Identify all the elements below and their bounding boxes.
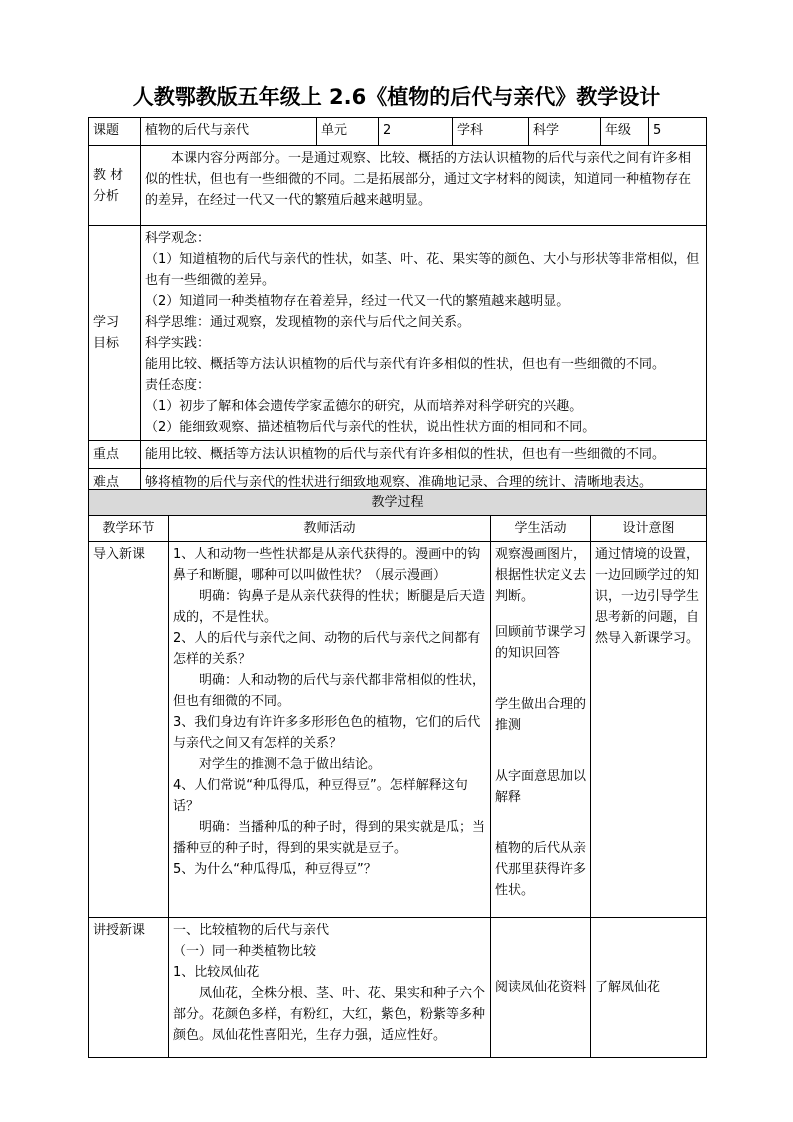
col-student-header: 学生活动 — [491, 516, 591, 542]
info-row-goals — [89, 226, 707, 441]
teacher-line: （一）同一种类植物比较 — [173, 944, 317, 959]
goals-line: （2）能细致观察、描述植物后代与亲代的性状，说出性状方面的相同和不同。 — [145, 420, 596, 435]
col-intent-header: 设计意图 — [591, 516, 707, 542]
goals-line: （2）知道同一种类植物存在着差异，经过一代又一代的繁殖越来越明显。 — [145, 294, 570, 309]
info-row-analysis — [89, 146, 707, 226]
info-table — [88, 117, 707, 497]
key-label: 重点 — [89, 441, 141, 469]
teacher-line: 对学生的推测不急于做出结论。 — [199, 757, 382, 772]
goals-text — [141, 226, 707, 441]
analysis-text: 本课内容分两部分。一是通过观察、比较、概括的方法认识植物的后代与亲代之间有许多相似的性状，但也有一些细微的不同。二是拓展部分，通过文字材料的阅读，知道同一种植物存在的差异，在经过一代又一代的繁殖后越来越明显。 — [141, 146, 707, 226]
col-teacher-header: 教师活动 — [169, 516, 491, 542]
teacher-line: 一、比较植物的后代与亲代 — [173, 923, 330, 938]
topic-value: 植物的后代与亲代 — [141, 118, 317, 146]
student-line: 从字面意思加以解释 — [495, 769, 587, 805]
teacher-line: 4、人们常说“种瓜得瓜，种豆得豆”。怎样解释这句话？ — [173, 778, 468, 814]
intro-stage: 导入新课 — [89, 542, 169, 918]
intro-row — [89, 542, 707, 918]
intro-design-intent: 通过情境的设置，一边回顾学过的知识，一边引导学生思考新的问题，自然导入新课学习。 — [591, 542, 707, 918]
unit-label: 单元 — [317, 118, 379, 146]
subject-value: 科学 — [529, 118, 601, 146]
key-text: 能用比较、概括等方法认识植物的后代与亲代有许多相似的性状，但也有一些细微的不同。 — [141, 441, 707, 469]
process-columns-row — [89, 516, 707, 542]
unit-value: 2 — [379, 118, 453, 146]
col-stage-header: 教学环节 — [89, 516, 169, 542]
student-line: 学生做出合理的推测 — [495, 697, 587, 733]
lecture-design-intent: 了解凤仙花 — [591, 918, 707, 1058]
goals-line: 科学观念： — [145, 231, 211, 246]
grade-label: 年级 — [601, 118, 649, 146]
page-title: 人教鄂教版五年级上 2.6《植物的后代与亲代》教学设计 — [132, 85, 661, 109]
analysis-label: 教 材 分析 — [89, 146, 141, 226]
teacher-line: 凤仙花，全株分根、茎、叶、花、果实和种子六个部分。花颜色多样，有粉红，大红，紫色，粉紫等多种颜色。凤仙花性喜阳光，生存力强，适应性好。 — [173, 986, 486, 1043]
teacher-line: 5、为什么“种瓜得瓜，种豆得豆”？ — [173, 862, 377, 877]
student-line: 植物的后代从亲代那里获得许多性状。 — [495, 841, 587, 898]
lecture-teacher-activity — [169, 918, 491, 1058]
goals-line: 责任态度： — [145, 378, 211, 393]
lecture-student-activity: 阅读凤仙花资料 — [491, 918, 591, 1058]
difficulty-text: 够将植物的后代与亲代的性状进行细致地观察、准确地记录、合理的统计、清晰地表达。 — [141, 469, 707, 497]
grade-value: 5 — [649, 118, 707, 146]
lecture-row — [89, 918, 707, 1058]
teacher-line: 3、我们身边有许许多多形形色色的植物，它们的后代与亲代之间又有怎样的关系？ — [173, 715, 481, 751]
process-header-row — [89, 490, 707, 516]
intro-teacher-activity — [169, 542, 491, 918]
goals-line: （1）初步了解和体会遗传学家孟德尔的研究，从而培养对科学研究的兴趣。 — [145, 399, 583, 414]
topic-label: 课题 — [89, 118, 141, 146]
intro-student-activity — [491, 542, 591, 918]
teacher-line: 明确：人和动物的后代与亲代都非常相似的性状，但也有细微的不同。 — [173, 673, 486, 709]
process-header: 教学过程 — [89, 490, 707, 516]
subject-label: 学科 — [453, 118, 529, 146]
goals-line: （1）知道植物的后代与亲代的性状，如茎、叶、花、果实等的颜色、大小与形状等非常相似，但也有一些细微的差异。 — [145, 252, 700, 288]
lecture-stage: 讲授新课 — [89, 918, 169, 1058]
goals-line: 科学实践： — [145, 336, 211, 351]
info-row-key — [89, 441, 707, 469]
student-line: 观察漫画图片，根据性状定义去判断。 — [495, 547, 587, 604]
goals-line: 能用比较、概括等方法认识植物的后代与亲代有许多相似的性状，但也有一些细微的不同。 — [145, 357, 666, 372]
teacher-line: 1、人和动物一些性状都是从亲代获得的。漫画中的钩鼻子和断腿，哪种可以叫做性状？（展示漫画） — [173, 547, 481, 583]
difficulty-label: 难点 — [89, 469, 141, 497]
goals-line: 科学思维：通过观察，发现植物的亲代与后代之间关系。 — [145, 315, 471, 330]
teacher-line: 明确：钩鼻子是从亲代获得的性状；断腿是后天造成的，不是性状。 — [173, 589, 486, 625]
teacher-line: 明确：当播种瓜的种子时，得到的果实就是瓜；当播种豆的种子时，得到的果实就是豆子。 — [173, 820, 486, 856]
teacher-line: 1、比较凤仙花 — [173, 965, 260, 980]
process-table — [88, 489, 707, 1058]
info-row-basic — [89, 118, 707, 146]
teacher-line: 2、人的后代与亲代之间、动物的后代与亲代之间都有怎样的关系？ — [173, 631, 481, 667]
goals-label: 学习 目标 — [89, 226, 141, 441]
student-line: 回顾前节课学习的知识回答 — [495, 625, 587, 661]
